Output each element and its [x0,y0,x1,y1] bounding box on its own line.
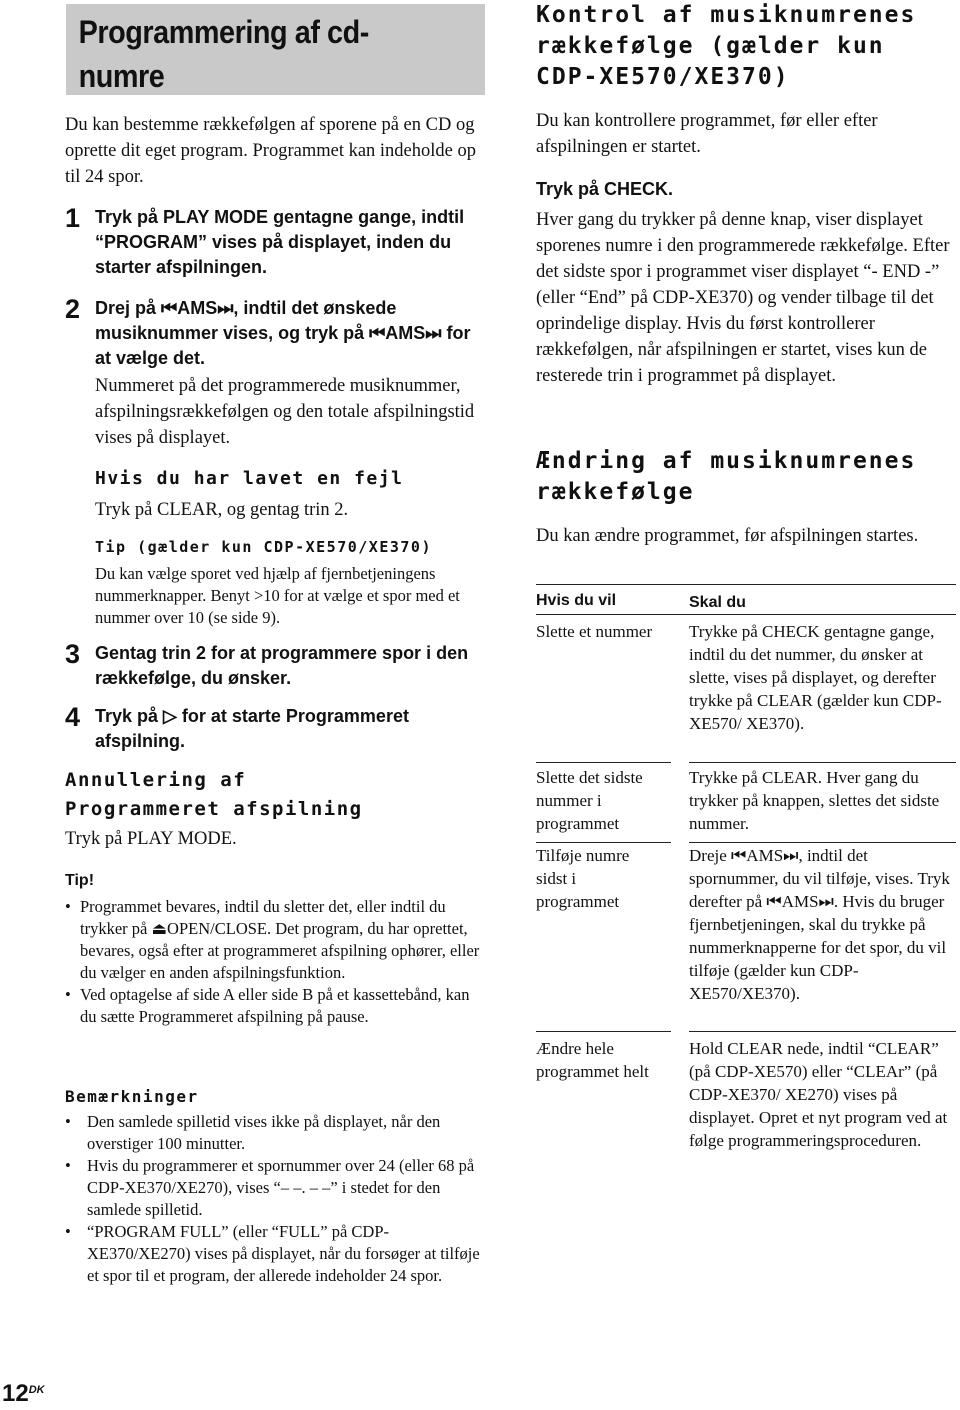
list-item: • Den samlede spilletid vises ikke på displayet, når den overstiger 100 minutter. [65,1111,480,1155]
table-col-head-1: Hvis du vil [536,592,617,609]
table-cell: Trykke på CLEAR. Hver gang du trykker på knappen, slettes det sidste nummer. [689,768,940,833]
error-heading: Hvis du har lavet en fejl [95,468,404,489]
page-title: Programmering af cd- numre [78,14,369,94]
tip1-body: Du kan vælge sporet ved hjælp af fjernbetjeningens nummerknapper. Benyt >10 for at vælge et spor med et nummer over 10 (se side 9). [95,564,460,627]
table-rule [689,762,956,763]
intro-text: Du kan bestemme rækkefølgen af sporene på en CD og oprette dit eget program. Programmet kan indeholde op til 24 spor. [65,115,476,187]
step-text: Drej på ⏮AMS⏭, indtil det ønskede musiknummer vises, og tryk på ⏮AMS⏭ for at vælge det. [95,298,471,368]
list-item: • “PROGRAM FULL” (eller “FULL” på CDP-XE370/XE270) vises på displayet, når du forsøger at tilføje et spor til et program, der allerede indeholder 24 spor. [65,1221,480,1287]
table-cell: Hold CLEAR nede, indtil “CLEAR” (på CDP-XE570) eller “CLEAr” (på CDP-XE370/ XE270) vises på displayet. Opret et nyt program ved at følge programmeringsproceduren. [689,1039,948,1150]
step-text: Tryk på ▷ for at starte Programmeret afspilning. [95,706,409,751]
step-4 [65,704,490,754]
table-cell: Slette det sidste nummer i programmet [536,768,643,833]
step-text: Tryk på PLAY MODE gentagne gange, indtil “PROGRAM” vises på displayet, inden du starter afspilningen. [95,207,465,277]
change-intro: Du kan ændre programmet, før afspilningen startes. [536,526,919,546]
table-rule [689,1031,956,1032]
notes-list [65,1111,480,1287]
section-heading-change: Ændring af musiknumrenes rækkefølge [536,448,917,505]
section-heading-check: Kontrol af musiknumrenes rækkefølge (gælder kun CDP-XE570/XE370) [536,2,917,90]
title-box [66,4,485,95]
step-text: Gentag trin 2 for at programmere spor i den rækkefølge, du ønsker. [95,643,469,688]
table-col-head-2: Skal du [689,594,746,611]
tip1-heading: Tip (gælder kun CDP-XE570/XE370) [95,538,432,556]
cancel-body: Tryk på PLAY MODE. [65,829,237,849]
step-2 [65,296,490,451]
table-cell: Ændre hele programmet helt [536,1039,649,1081]
step-2-body: Nummeret på det programmerede musiknummer, afspilningsrækkefølgen og den totale afspilningstid vises på displayet. [95,376,475,448]
table-rule [536,1031,671,1032]
tip2-heading: Tip! [65,872,95,889]
step-number: 4 [65,702,81,732]
table-rule [689,842,956,843]
list-item: • Hvis du programmerer et spornummer over 24 (eller 68 på CDP-XE370/XE270), vises “– –. – –” i stedet for den samlede spilletid. [65,1155,480,1221]
cancel-heading: Annullering af Programmeret afspilning [65,769,363,820]
table-cell: Dreje ⏮AMS⏭, indtil det spornummer, du vil tilføje, vises. Tryk derefter på ⏮AMS⏭. Hvis du bruger fjernbetjeningen, skal du trykke på nummerknapperne for det spor, du vil tilføje (gælder kun CDP-XE570/XE370). [689,846,950,1003]
check-label: Tryk på CHECK. [536,179,674,199]
step-number: 3 [65,639,81,669]
table-rule-head [536,614,956,615]
table-rule [536,842,671,843]
error-body: Tryk på CLEAR, og gentag trin 2. [95,500,349,520]
step-number: 1 [65,203,81,233]
list-item: • Ved optagelse af side A eller side B på et kassettebånd, kan du sætte Programmeret afspilning på pause. [65,984,490,1028]
table-cell: Tilføje numre sidst i programmet [536,846,630,911]
table-rule [536,762,671,763]
page-number: $12^{DK}$ [2,1380,45,1407]
list-item: • Programmet bevares, indtil du sletter det, eller indtil du trykker på ⏏OPEN/CLOSE. Det program, du har oprettet, bevares, også efter at programmeret afspilning ophører, eller du vælger en anden afspilningsfunktion. [65,896,490,984]
step-3 [65,641,490,691]
step-1 [65,205,490,280]
table-cell: Slette et nummer [536,622,653,641]
tip2-list [65,896,490,1028]
check-body: Hver gang du trykker på denne knap, viser displayet sporenes numre i den programmerede rækkefølge. Efter det sidste spor i programmet viser displayet “- END -” (eller “End” på CDP-XE370) og vender tilbage til det oprindelige display. Hvis du først kontrollerer rækkefølgen, når afspilningen er startet, vises kun de resterede trin i programmet på displayet. [536,210,950,386]
notes-heading: Bemærkninger [65,1087,199,1106]
table-cell: Trykke på CHECK gentagne gange, indtil du det nummer, du ønsker at slette, vises på displayet, og derefter trykke på CLEAR (gælder kun CDP-XE570/ XE370). [689,622,942,733]
step-number: 2 [65,294,81,324]
table-rule-top [536,584,956,585]
check-intro: Du kan kontrollere programmet, før eller efter afspilningen er startet. [536,111,878,157]
